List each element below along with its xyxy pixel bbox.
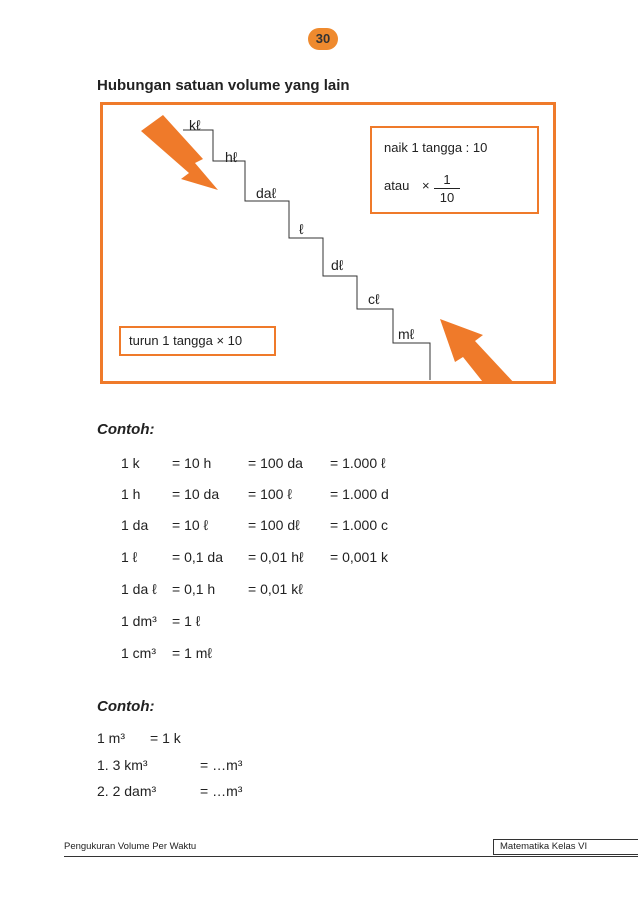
ex1-r2-c1: 1 h (121, 486, 141, 502)
ex1-r2-c2: = 10 da (172, 486, 220, 502)
unit-kl: kℓ (189, 117, 201, 133)
unit-l: ℓ (299, 221, 304, 237)
ex1-r3-c2: = 10 ℓ (172, 517, 209, 533)
unit-dal: daℓ (256, 185, 277, 201)
times-sign: × (422, 178, 430, 193)
ex1-r2-c3: = 100 ℓ (248, 486, 292, 502)
ex1-r6-c1: 1 dm³ (121, 613, 157, 629)
fraction-numerator: 1 (443, 172, 451, 187)
up-rule-box (370, 126, 539, 214)
ex1-r4-c4: = 0,001 k (330, 549, 388, 565)
unit-dl: dℓ (331, 257, 344, 273)
ex1-r3-c3: = 100 dℓ (248, 517, 300, 533)
unit-staircase-diagram (100, 102, 556, 384)
ex1-r4-c1: 1 ℓ (121, 549, 138, 565)
ex1-r1-c1: 1 k (121, 455, 140, 471)
ex2-problem-1-left: 1. 3 km³ (97, 757, 148, 773)
ex2-problem-2-right: = …m³ (200, 783, 243, 799)
fraction (434, 172, 460, 205)
ex1-r3-c4: = 1.000 c (330, 517, 388, 533)
ex1-r7-c2: = 1 mℓ (172, 645, 212, 661)
ex1-r5-c1: 1 da ℓ (121, 581, 157, 597)
ex1-r1-c2: = 10 h (172, 455, 212, 471)
footer-left: Pengukuran Volume Per Waktu (64, 841, 197, 852)
ex1-r1-c4: = 1.000 ℓ (330, 455, 386, 471)
ex1-r2-c4: = 1.000 d (330, 486, 389, 502)
footer-right: Matematika Kelas VI (493, 839, 638, 855)
ex1-r3-c1: 1 da (121, 517, 149, 533)
fraction-denominator: 10 (439, 190, 455, 205)
ex1-r6-c2: = 1 ℓ (172, 613, 201, 629)
ex1-r5-c2: = 0,1 h (172, 581, 216, 597)
ex1-r4-c3: = 0,01 hℓ (248, 549, 304, 565)
ex2-problem-1-right: = …m³ (200, 757, 243, 773)
up-arrow-icon (440, 319, 516, 381)
ex1-r7-c1: 1 cm³ (121, 645, 156, 661)
unit-cl: cℓ (368, 291, 380, 307)
ex2-intro-left: 1 m³ (97, 730, 125, 746)
example1-heading: Contoh: (97, 421, 155, 438)
ex2-intro-right: = 1 k (150, 730, 181, 746)
unit-hl: hℓ (225, 149, 238, 165)
page-number: 30 (308, 28, 338, 50)
ex1-r4-c2: = 0,1 da (172, 549, 223, 565)
example2-heading: Contoh: (97, 698, 155, 715)
up-rule-text: naik 1 tangga : 10 (384, 140, 488, 155)
section-title: Hubungan satuan volume yang lain (97, 77, 350, 94)
ex2-problem-2-left: 2. 2 dam³ (97, 783, 157, 799)
ex1-r1-c3: = 100 da (248, 455, 303, 471)
unit-ml: mℓ (398, 326, 415, 342)
down-arrow-icon (141, 115, 218, 190)
fraction-bar (434, 188, 460, 189)
ex1-r5-c3: = 0,01 kℓ (248, 581, 303, 597)
down-rule-box: turun 1 tangga × 10 (119, 326, 276, 356)
footer-divider (64, 856, 638, 857)
atau-label: atau (384, 178, 410, 193)
